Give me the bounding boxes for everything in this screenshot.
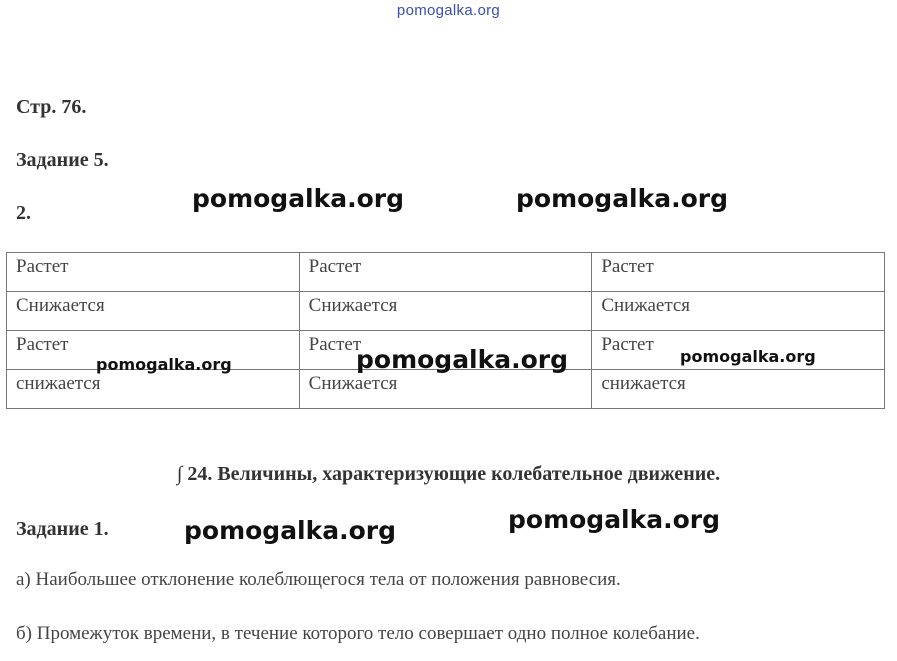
watermark-4: pomogalka.org — [356, 345, 569, 374]
table-cell: снижается — [7, 370, 300, 409]
watermark-2: pomogalka.org — [516, 184, 729, 213]
table-cell: Растет — [592, 331, 885, 370]
table-row — [7, 292, 885, 331]
item-number: 2. — [16, 202, 31, 224]
table-cell: Снижается — [7, 292, 300, 331]
table-row — [7, 253, 885, 292]
watermark-5: pomogalka.org — [680, 347, 816, 366]
header-watermark: pomogalka.org — [396, 2, 501, 19]
answer-a: а) Наибольшее отклонение колеблющегося тела от положения равновесия. — [16, 569, 621, 590]
watermark-3: pomogalka.org — [96, 355, 232, 374]
table-cell: Растет — [299, 331, 592, 370]
table-cell: Снижается — [299, 370, 592, 409]
table-cell: Растет — [299, 253, 592, 292]
table-cell: снижается — [592, 370, 885, 409]
page-reference: Стр. 76. — [16, 96, 87, 118]
table-cell: Растет — [7, 253, 300, 292]
table-cell: Снижается — [592, 292, 885, 331]
answers-table — [6, 252, 885, 409]
table-cell: Снижается — [299, 292, 592, 331]
task-5-title: Задание 5. — [16, 149, 109, 171]
watermark-7: pomogalka.org — [508, 505, 721, 534]
table-cell: Растет — [7, 331, 300, 370]
answer-b: б) Промежуток времени, в течение которого тело совершает одно полное колебание. — [16, 623, 700, 644]
table-row — [7, 370, 885, 409]
task-1-title: Задание 1. — [16, 518, 109, 540]
table-cell: Растет — [592, 253, 885, 292]
watermark-1: pomogalka.org — [192, 184, 405, 213]
watermark-6: pomogalka.org — [184, 516, 397, 545]
section-title: ∫ 24. Величины, характеризующие колебательное движение. — [176, 463, 721, 485]
